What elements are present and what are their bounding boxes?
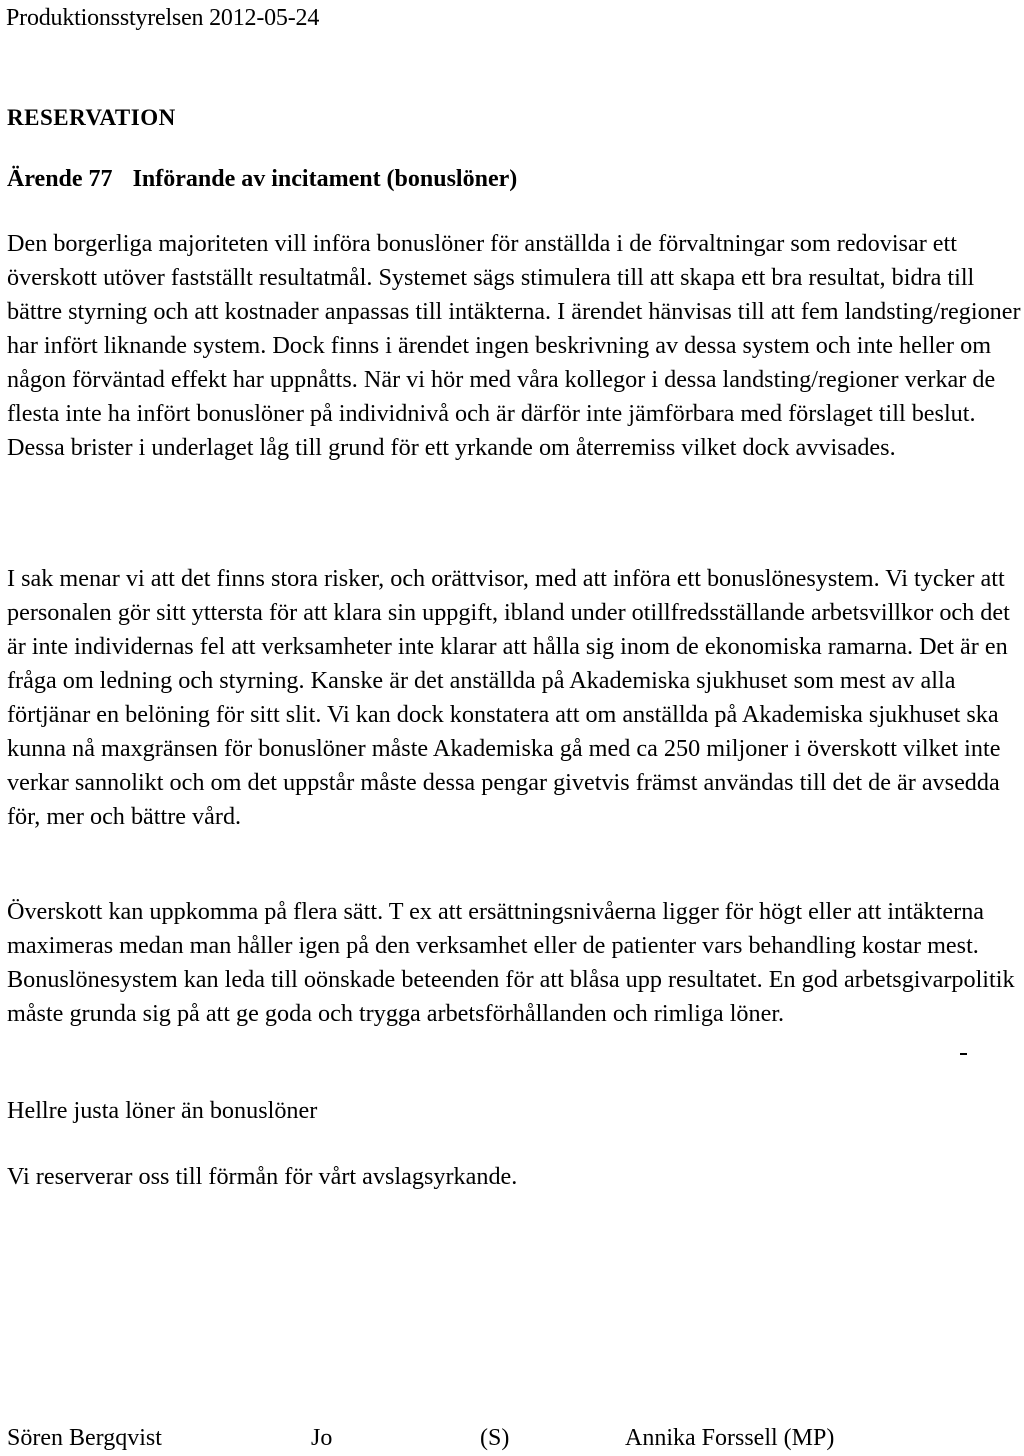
- document-header-date: Produktionsstyrelsen 2012-05-24: [6, 5, 320, 31]
- stray-dash-mark: [960, 1053, 967, 1055]
- matter-title: Införande av incitament (bonuslöner): [132, 166, 518, 192]
- matter-heading: [7, 165, 517, 193]
- document-type-heading: RESERVATION: [7, 105, 176, 130]
- body-paragraph-3: Överskott kan uppkomma på flera sätt. T ex att ersättningsnivåerna ligger för högt eller att intäkterna maximeras medan man håller igen på den verksamhet eller de patienter vars behandling kostar mest. Bonuslönesystem kan leda till oönskade beteenden för att blåsa upp resultatet. En god arbetsgivarpolitik måste grunda sig på att ge goda och trygga arbetsförhållanden och rimliga löner.: [7, 898, 1015, 1027]
- signature-3: (S): [480, 1425, 510, 1451]
- signature-2: Jo: [311, 1425, 333, 1451]
- matter-number: Ärende 77: [7, 166, 113, 192]
- body-paragraph-2: I sak menar vi att det finns stora risker, och orättvisor, med att införa ett bonuslönesystem. Vi tycker att personalen gör sitt yttersta för att klara sin uppgift, ibland under otillfredsställande arbetsvillkor och det är inte individernas fel att verksamheter inte klarar att hålla sig inom de ekonomiska ramarna. Det är en fråga om ledning och styrning. Kanske är det anställda på Akademiska sjukhuset som mest av alla förtjänar en belöning för sitt slit. Vi kan dock konstatera att om anställda på Akademiska sjukhuset ska kunna nå maxgränsen för bonuslöner måste Akademiska gå med ca 250 miljoner i överskott vilket inte verkar sannolikt och om det uppstår måste dessa pengar givetvis främst användas till det de är avsedda för, mer och bättre vård.: [7, 565, 1010, 830]
- signature-row: [7, 1424, 1021, 1456]
- body-paragraph-1: Den borgerliga majoriteten vill införa bonuslöner för anställda i de förvaltningar som redovisar ett överskott utöver fastställt resultatmål. Systemet sägs stimulera till att skapa ett bra resultat, bidra till bättre styrning och att kostnader anpassas till intäkterna. I ärendet hänvisas till att fem landsting/regioner har infört liknande system. Dock finns i ärendet ingen beskrivning av dessa system och inte heller om någon förväntad effekt har uppnåtts. När vi hör med våra kollegor i dessa landsting/regioner verkar de flesta inte ha infört bonuslöner på individnivå och är därför inte jämförbara med förslaget till beslut. Dessa brister i underlaget låg till grund för ett yrkande om återremiss vilket dock avvisades.: [7, 230, 1021, 461]
- body-paragraph-4: Hellre justa löner än bonuslöner: [7, 1097, 318, 1124]
- signature-1: Sören Bergqvist: [7, 1425, 162, 1451]
- signature-4: Annika Forssell (MP): [625, 1425, 835, 1451]
- body-paragraph-5: Vi reserverar oss till förmån för vårt avslagsyrkande.: [7, 1163, 518, 1190]
